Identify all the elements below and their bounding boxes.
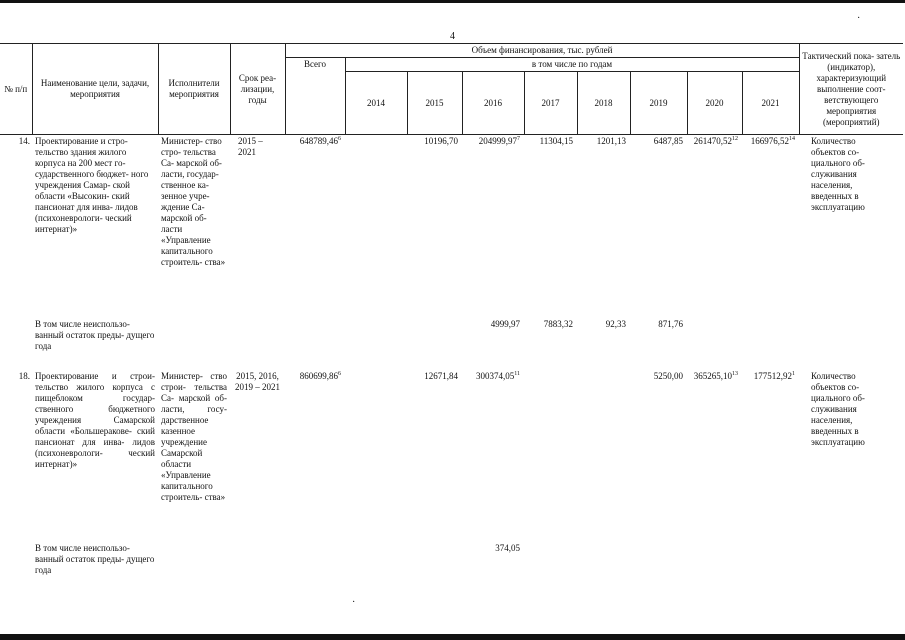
row-term: 2015, 2016, 2019 – 2021: [235, 370, 280, 392]
row-sub-2016: 4999,97: [490, 318, 520, 329]
col-year-2019: 2019: [630, 72, 687, 135]
col-year-2020: 2020: [687, 72, 742, 135]
sub-empty-cell: [742, 318, 799, 354]
row-2018: 1201,13: [596, 136, 626, 146]
row-2015: 12671,84: [424, 370, 458, 381]
sub-empty-cell: [0, 542, 32, 578]
sub-empty-cell: [345, 318, 407, 354]
sub-empty-cell: [230, 542, 285, 578]
sub-empty-cell: [742, 542, 799, 578]
row-2014: [345, 370, 407, 542]
row-sub-2019: 871,76: [658, 318, 683, 329]
sub-empty-cell: [285, 318, 345, 354]
sub-empty-cell: [407, 542, 462, 578]
row-2016: 300374,05$^{11}$: [475, 370, 520, 381]
table-row-sub: [0, 318, 903, 354]
row-2019: 6487,85: [653, 136, 683, 146]
col-year-2017: 2017: [524, 72, 577, 135]
row-sub-2017: [524, 542, 577, 578]
row-executor: Министер- ство стро- тельства Са- марской об- ласти, государ- ственное ка- зенное учре- ждение Са- марской об- ласти «Управление капитального строитель- ства»: [161, 136, 226, 267]
sub-empty-cell: [345, 542, 407, 578]
row-number: 18.: [18, 370, 30, 381]
col-indicator-header: Тактический пока- затель (индикатор), характеризующий выполнение соот- ветствующего мероприятия (мероприятий): [799, 44, 903, 135]
row-name: Проектирование и стро- тельство здания жилого корпуса на 200 мест го- сударственного бюджет- ного учреждения Самар- ской области «Высокин- ский пансионат для инва- лидов (психоневрологи- ческий интернат)»: [35, 136, 149, 234]
sub-empty-cell: [799, 318, 903, 354]
col-by-years-header: в том числе по годам: [345, 58, 799, 72]
col-year-2021: 2021: [742, 72, 799, 135]
row-sub-2017: 7883,32: [543, 318, 573, 329]
row-sub-2016: 374,05: [495, 542, 520, 553]
row-sub-name: В том числе неиспользо- ванный остаток преды- дущего года: [35, 542, 155, 575]
scan-speck: ·: [352, 597, 356, 608]
col-year-2016: 2016: [462, 72, 524, 135]
sub-empty-cell: [687, 542, 742, 578]
sub-empty-cell: [799, 542, 903, 578]
page-number: 4: [450, 31, 455, 42]
page-bottom-edge: [0, 634, 905, 640]
row-sub-name: В том числе неиспользо- ванный остаток преды- дущего года: [35, 318, 155, 351]
table-row: [0, 135, 903, 318]
row-2019: 5250,00: [653, 370, 683, 381]
page-top-edge: [0, 0, 905, 3]
scan-speck: ·: [857, 13, 861, 24]
sub-empty-cell: [158, 318, 230, 354]
sub-empty-cell: [687, 318, 742, 354]
row-2017: [524, 370, 577, 542]
row-sub-2018: 92,33: [605, 318, 626, 329]
col-name-header: Наименование цели, задачи, мероприятия: [32, 44, 158, 135]
row-total: 648789,46$^6$: [299, 136, 341, 146]
col-year-2014: 2014: [345, 72, 407, 135]
row-2018: [577, 370, 630, 542]
row-2021: 177512,92$^1$: [753, 370, 795, 381]
col-financing-header: Объем финансирования, тыс. рублей: [285, 44, 799, 58]
row-2016: 204999,97$^7$: [478, 136, 520, 146]
row-2014: [345, 135, 407, 318]
row-number: 14.: [18, 136, 30, 146]
col-executor-header: Исполнители мероприятия: [158, 44, 230, 135]
row-2020: 261470,52$^{12}$: [693, 136, 738, 146]
row-name: Проектирование и строи- тельство жилого корпуса с пищеблоком государ- ственного бюджетного учреждения Самарской области «Большеракове- ский пансионат для инва- лидов (психоневрологи- ческий интернат)»: [35, 370, 155, 469]
row-indicator: Количество объектов со- циального об- служивания населения, введенных в эксплуатацию: [811, 136, 865, 212]
table-row: [0, 370, 903, 542]
row-2015: 10196,70: [424, 136, 458, 146]
row-2021: 166976,52$^{14}$: [750, 136, 795, 146]
col-term-header: Срок реа- лизации, годы: [230, 44, 285, 135]
col-year-2015: 2015: [407, 72, 462, 135]
row-sub-2018: [577, 542, 630, 578]
table-row-sub: [0, 542, 903, 578]
sub-empty-cell: [407, 318, 462, 354]
sub-empty-cell: [230, 318, 285, 354]
row-indicator: Количество объектов со- циального об- служивания населения, введенных в эксплуатацию: [811, 370, 865, 447]
financing-table: [0, 43, 903, 578]
row-sub-2019: [630, 542, 687, 578]
sub-empty-cell: [0, 318, 32, 354]
row-term: 2015 – 2021: [238, 136, 263, 157]
sub-empty-cell: [285, 542, 345, 578]
col-year-2018: 2018: [577, 72, 630, 135]
row-gap: [0, 354, 903, 370]
col-total-header: Всего: [285, 58, 345, 135]
sub-empty-cell: [158, 542, 230, 578]
col-num-header: № п/п: [0, 44, 32, 135]
row-total: 860699,86$^6$: [299, 370, 341, 381]
row-2017: 11304,15: [539, 136, 573, 146]
row-2020: 365265,10$^{13}$: [693, 370, 738, 381]
row-executor: Министер- ство строи- тельства Са- марской об- ласти, госу- дарственное казенное учреждение Самарской области «Управление капитального строитель- ства»: [161, 370, 227, 502]
